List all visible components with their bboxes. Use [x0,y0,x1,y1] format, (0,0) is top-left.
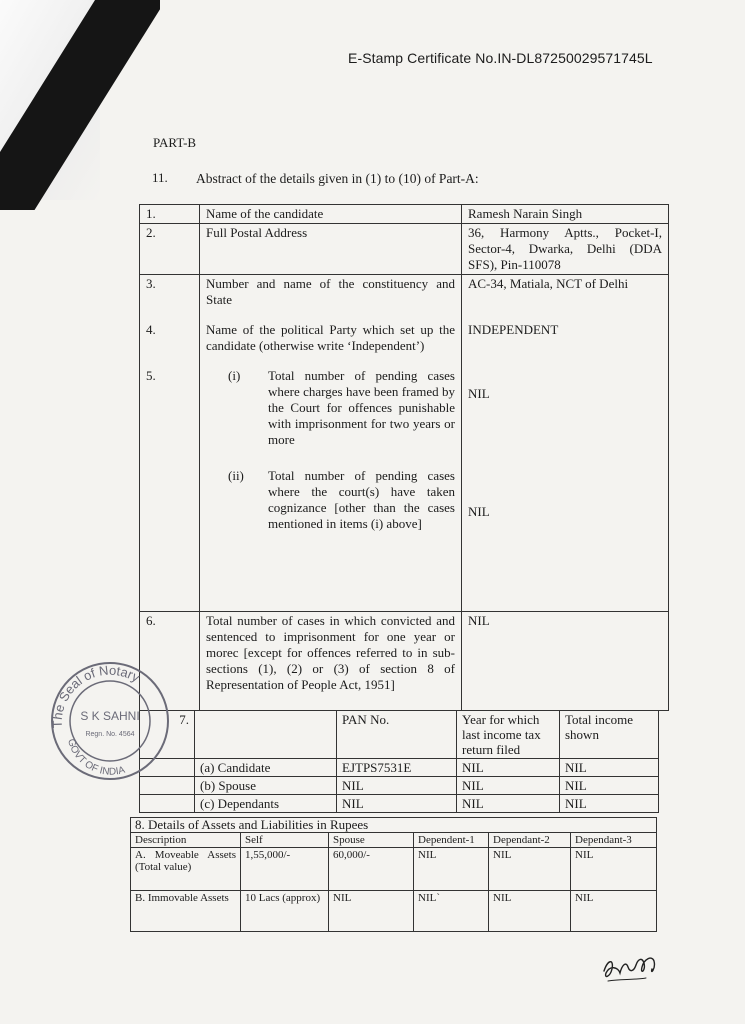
asset-self: 10 Lacs (approx) [241,891,329,932]
row-number: 4. [146,322,156,337]
table-row [140,275,669,612]
asset-spouse: 60,000/- [329,848,414,891]
row-number: 1. [140,205,200,224]
asset-self: 1,55,000/- [241,848,329,891]
income-tax-table [139,710,659,813]
asset-dependent-3: NIL [571,891,657,932]
table-row [140,711,659,759]
folded-page-corner [0,0,160,210]
rows-3-5-values [462,275,669,612]
table-row [131,833,657,848]
column-header: Dependent-1 [414,833,489,848]
year-value: NIL [457,759,560,777]
table-row [140,224,669,275]
year-value: NIL [457,777,560,795]
assets-title: 8. Details of Assets and Liabilities in Rupees [131,818,657,833]
pending-cases-ii [206,468,455,532]
row-number: 2. [140,224,200,275]
candidate-name: Ramesh Narain Singh [462,205,669,224]
signature-icon [600,945,662,985]
row-label: Full Postal Address [200,224,462,275]
seal-country: GOVT OF INDIA [64,737,127,778]
column-header: Dependant-2 [489,833,571,848]
candidate-details-table [139,204,669,711]
row-number: 6. [140,612,200,711]
asset-description: A. Moveable Assets (Total value) [131,848,241,891]
column-header: Description [131,833,241,848]
table-row [140,759,659,777]
table-row [131,818,657,833]
table-row [140,777,659,795]
asset-dependent-2: NIL [489,848,571,891]
pan-value: NIL [337,777,457,795]
pending-cases-ii-label: Total number of pending cases where the court(s) have taken cognizance [other than the cases mentioned in items (i) above] [268,468,455,531]
column-header: Spouse [329,833,414,848]
roman-numeral: (i) [228,368,241,383]
abstract-heading: Abstract of the details given in (1) to (10) of Part-A: [196,171,479,186]
asset-dependent-1: NIL [414,848,489,891]
part-label: PART-B [153,135,197,150]
asset-spouse: NIL [329,891,414,932]
table-row [140,205,669,224]
column-header: Self [241,833,329,848]
seal-name: S K SAHNI [80,709,140,723]
asset-dependent-2: NIL [489,891,571,932]
pending-cases-i-label: Total number of pending cases where charges have been framed by the Court for offences punishable with imprisonment for two years or more [268,368,455,447]
row-number: 3. [140,275,200,612]
asset-dependent-3: NIL [571,848,657,891]
total-income-value: NIL [560,795,659,813]
table-row [131,891,657,932]
convictions-label: Total number of cases in which convicted and sentenced to imprisonment for one year or morec [except for offences referred to in sub-sections (1), (2) or (3) of section 8 of Representation of People Act, 1951] [200,612,462,711]
income-row-label: (c) Dependants [195,795,337,813]
rows-3-5-labels [146,275,462,612]
row-number: 7. [140,711,195,759]
column-header: Dependant-3 [571,833,657,848]
assets-liabilities-table [130,817,657,932]
party-label: Name of the political Party which set up the candidate (otherwise write ‘Independent’) [206,322,455,353]
pan-value: NIL [337,795,457,813]
constituency-label: Number and name of the constituency and State [206,276,455,307]
pan-value: EJTPS7531E [337,759,457,777]
row-number: 5. [146,368,156,383]
row-label: Name of the candidate [200,205,462,224]
notary-seal-icon [48,658,172,784]
asset-description: B. Immovable Assets [131,891,241,932]
total-income-value: NIL [560,777,659,795]
constituency-value: AC-34, Matiala, NCT of Delhi [468,276,629,291]
empty-cell [140,795,195,813]
income-row-label: (b) Spouse [195,777,337,795]
pending-cases-i-value: NIL [468,386,490,401]
roman-numeral: (ii) [228,468,244,483]
seal-text: The Seal of Notary [49,662,143,729]
abstract-number: 11. [152,170,168,185]
year-value: NIL [457,795,560,813]
table-row [140,612,669,711]
table-row [140,795,659,813]
table-row [131,848,657,891]
total-income-header: Total income shown [560,711,659,759]
postal-address: 36, Harmony Aptts., Pocket-I, Sector-4, Dwarka, Delhi (DDA SFS), Pin-110078 [462,224,669,275]
pending-cases-i [206,368,455,448]
empty-cell [195,711,337,759]
pending-cases-ii-value: NIL [468,504,490,519]
party-value: INDEPENDENT [468,322,559,337]
income-row-label: (a) Candidate [195,759,337,777]
stamp-certificate-number: E-Stamp Certificate No.IN-DL87250029571745L [348,50,653,66]
year-header: Year for which last income tax return filed [457,711,560,759]
total-income-value: NIL [560,759,659,777]
convictions-value: NIL [462,612,669,711]
seal-registration: Regn. No. 4564 [85,731,135,738]
asset-dependent-1: NIL` [414,891,489,932]
pan-header: PAN No. [337,711,457,759]
